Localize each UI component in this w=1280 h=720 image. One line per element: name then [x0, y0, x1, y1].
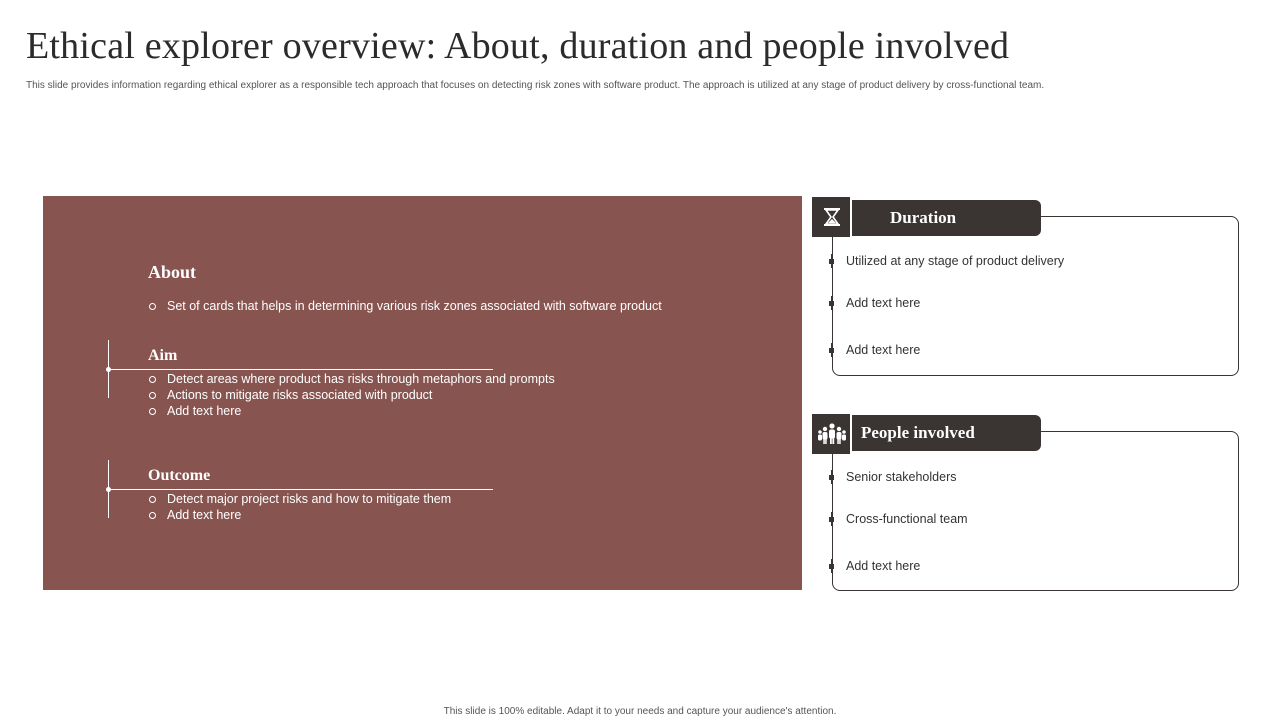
about-item: Set of cards that helps in determining various risk zones associated with software product [148, 298, 662, 314]
outcome-horizontal-line [108, 489, 493, 490]
aim-item: Detect areas where product has risks through metaphors and prompts [148, 371, 555, 387]
aim-dot [106, 367, 111, 372]
footer-note: This slide is 100% editable. Adapt it to your needs and capture your audience's attention. [443, 706, 837, 717]
page-title: Ethical explorer overview: About, duration and people involved [26, 25, 1010, 67]
people-label: People involved [861, 423, 975, 442]
aim-horizontal-line [108, 369, 493, 370]
aim-item: Actions to mitigate risks associated with product [148, 387, 555, 403]
duration-item: Utilized at any stage of product delivery [846, 254, 1065, 268]
people-item: Cross-functional team [846, 512, 968, 526]
hourglass-icon [812, 197, 852, 237]
aim-heading: Aim [148, 347, 178, 364]
outcome-item: Detect major project risks and how to mitigate them [148, 491, 451, 507]
people-tick-marker [829, 475, 834, 480]
people-tick-marker [829, 564, 834, 569]
people-tick-marker [829, 517, 834, 522]
people-item: Add text here [846, 559, 921, 573]
outcome-list [148, 491, 451, 523]
duration-tick-marker [829, 301, 834, 306]
page-subtitle: This slide provides information regarding ethical explorer as a responsible tech approach that focuses on detecting risk zones with software product. The approach is utilized at any stage of product delivery by cross-functional team. [26, 80, 1045, 91]
duration-tick-marker [829, 259, 834, 264]
outcome-dot [106, 487, 111, 492]
duration-item: Add text here [846, 296, 921, 310]
duration-label: Duration [890, 208, 957, 227]
about-list [148, 298, 662, 314]
aim-item: Add text here [148, 403, 555, 419]
about-heading: About [148, 262, 197, 282]
aim-list [148, 371, 555, 419]
people-group-icon [812, 414, 852, 454]
duration-tick-marker [829, 348, 834, 353]
people-item: Senior stakeholders [846, 470, 957, 484]
outcome-item: Add text here [148, 507, 451, 523]
people-icon-box [812, 414, 852, 454]
duration-icon-box [812, 197, 852, 237]
outcome-heading: Outcome [148, 467, 211, 484]
duration-item: Add text here [846, 343, 921, 357]
